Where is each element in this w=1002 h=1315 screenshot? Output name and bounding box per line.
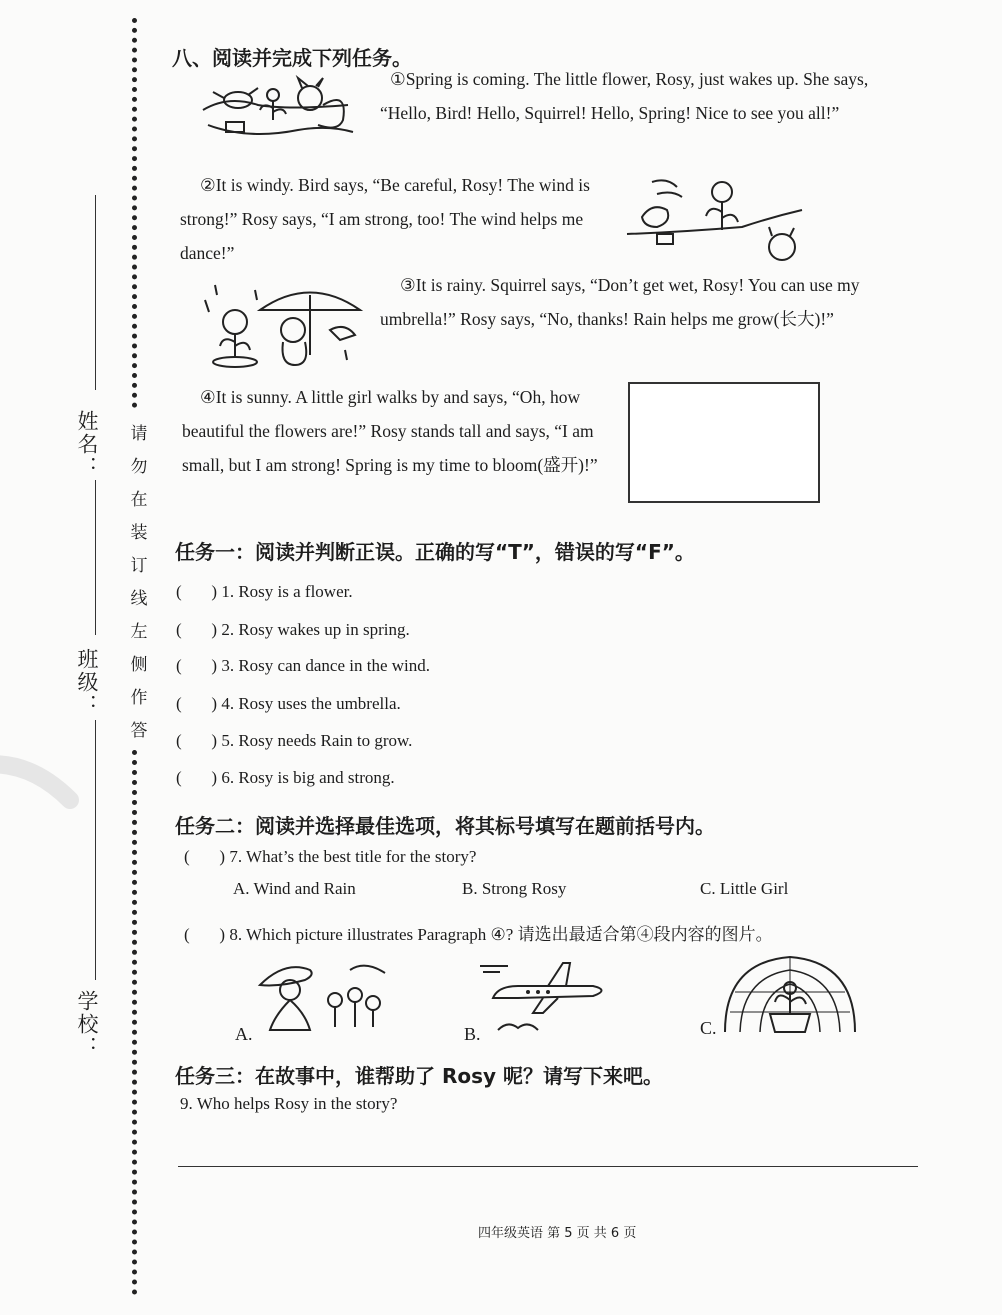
question-9: 9. Who helps Rosy in the story? — [180, 1094, 398, 1113]
task1-item — [176, 620, 410, 640]
notice-char: 请 — [130, 424, 148, 444]
task1-item-text: 3. Rosy can dance in the wind. — [221, 656, 431, 675]
notice-char: 侧 — [130, 655, 148, 675]
section-title: 八、阅读并完成下列任务。 — [172, 46, 412, 70]
task1-item-text: 4. Rosy uses the umbrella. — [221, 694, 401, 713]
q8-picture-a-girl-flowers[interactable] — [255, 955, 390, 1035]
name-blank-line-lower — [95, 480, 96, 635]
notice-char: 左 — [130, 622, 148, 642]
answer-bracket[interactable]: ( ) — [176, 731, 218, 750]
task2-title: 任务二：阅读并选择最佳选项，将其标号填写在题前括号内。 — [175, 814, 715, 838]
notice-char: 答 — [130, 721, 148, 741]
paragraph-3: ③It is rainy. Squirrel says, “Don’t get wet, Rosy! You can use my umbrella!” Rosy says, “No, thanks! Rain helps me grow(长大)!” — [380, 275, 860, 329]
name-label: 姓名： — [75, 410, 99, 479]
task1-title: 任务一：阅读并判断正误。正确的写“T”，错误的写“F”。 — [175, 540, 695, 564]
answer-bracket[interactable]: ( ) — [176, 694, 218, 713]
q7-option-b: B. Strong Rosy — [462, 879, 567, 898]
binding-notice — [128, 418, 150, 748]
answer-bracket[interactable]: ( ) — [176, 768, 218, 787]
story-illustration-2 — [622, 172, 807, 272]
task1-item — [176, 731, 412, 751]
question-8-text: 8. Which picture illustrates Paragraph ④? 请选出最适合第④段内容的图片。 — [229, 925, 773, 944]
answer-bracket[interactable]: ( ) — [184, 925, 226, 944]
task1-item — [176, 656, 430, 676]
q8-picture-b-airplane[interactable] — [478, 958, 613, 1038]
notice-char: 装 — [130, 523, 148, 543]
q7-option-c: C. Little Girl — [700, 879, 789, 898]
drawing-box[interactable] — [628, 382, 820, 503]
q8-label-c: C. — [700, 1018, 717, 1038]
task1-item — [176, 768, 395, 788]
paragraph-4: ④It is sunny. A little girl walks by and says, “Oh, how beautiful the flowers are!” Rosy stands tall and says, “I am small, but I am strong! Spring is my time to bloom(盛开)!” — [182, 387, 598, 475]
answer-bracket[interactable]: ( ) — [176, 656, 218, 675]
notice-char: 勿 — [130, 457, 148, 477]
paragraph-1: ①Spring is coming. The little flower, Rosy, just wakes up. She says, “Hello, Bird! Hello, Squirrel! Hello, Spring! Nice to see you all!” — [380, 69, 869, 123]
binding-dotted-line-top — [132, 18, 137, 408]
task1-item — [176, 582, 353, 602]
class-blank-line — [95, 720, 96, 980]
task1-item-text: 2. Rosy wakes up in spring. — [221, 620, 410, 639]
notice-char: 订 — [130, 556, 148, 576]
page-footer: 四年级英语 第 5 页 共 6 页 — [478, 1226, 637, 1241]
q7-option-a: A. Wind and Rain — [233, 879, 356, 898]
q8-label-a: A. — [235, 1024, 253, 1044]
q8-label-b: B. — [464, 1024, 481, 1044]
scan-smudge — [0, 740, 90, 810]
name-blank-line — [95, 195, 96, 390]
answer-line[interactable] — [178, 1166, 918, 1167]
answer-bracket[interactable]: ( ) — [176, 582, 218, 601]
question-7-text: 7. What’s the best title for the story? — [229, 847, 477, 866]
paragraph-2: ②It is windy. Bird says, “Be careful, Rosy! The wind is strong!” Rosy says, “I am strong, too! The wind helps me dance!” — [180, 175, 590, 263]
task1-item-text: 1. Rosy is a flower. — [221, 582, 353, 601]
story-illustration-3 — [195, 280, 365, 375]
task3-title: 任务三：在故事中，谁帮助了 Rosy 呢？请写下来吧。 — [175, 1064, 664, 1088]
task1-item — [176, 694, 401, 714]
answer-bracket[interactable]: ( ) — [176, 620, 218, 639]
question-7 — [184, 847, 476, 867]
task1-item-text: 6. Rosy is big and strong. — [221, 768, 395, 787]
answer-bracket[interactable]: ( ) — [184, 847, 226, 866]
notice-char: 在 — [130, 490, 148, 510]
q8-picture-c-greenhouse[interactable] — [720, 952, 860, 1037]
story-illustration-1 — [198, 70, 358, 145]
task1-item-text: 5. Rosy needs Rain to grow. — [221, 731, 413, 750]
school-label: 学校： — [75, 990, 99, 1059]
binding-dotted-line-bottom — [132, 750, 137, 1295]
class-label: 班级： — [75, 648, 99, 717]
question-8 — [184, 920, 773, 945]
notice-char: 作 — [130, 688, 148, 708]
notice-char: 线 — [130, 589, 148, 609]
